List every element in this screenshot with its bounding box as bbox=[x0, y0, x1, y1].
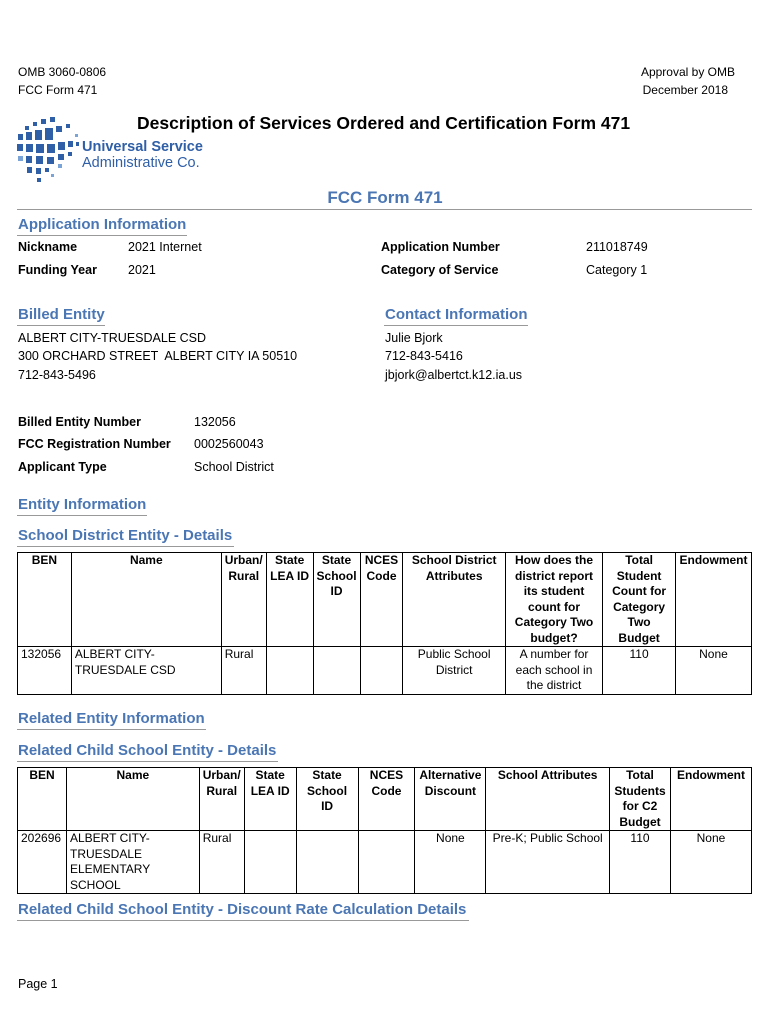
cell-name: ALBERT CITY-TRUESDALE ELEMENTARY SCHOOL bbox=[66, 831, 199, 894]
col-header: BEN bbox=[18, 553, 72, 647]
col-header: Urban/ Rural bbox=[199, 768, 244, 831]
cell-urban-rural: Rural bbox=[199, 831, 244, 894]
funding-year-label: Funding Year bbox=[18, 263, 97, 277]
col-header: School Attributes bbox=[486, 768, 610, 831]
divider bbox=[17, 235, 187, 236]
col-header: Total Student Count for Category Two Budget bbox=[603, 553, 676, 647]
ben-value: 132056 bbox=[194, 415, 236, 429]
contact-name: Julie Bjork bbox=[385, 331, 443, 345]
cell-nces bbox=[358, 831, 415, 894]
nickname-value: 2021 Internet bbox=[128, 240, 202, 254]
form-label: FCC Form 471 bbox=[18, 83, 98, 97]
billed-entity-phone: 712-843-5496 bbox=[18, 368, 96, 382]
contact-phone: 712-843-5416 bbox=[385, 349, 463, 363]
related-child-heading: Related Child School Entity - Details bbox=[18, 742, 277, 759]
usac-logo-icon bbox=[15, 116, 87, 186]
school-district-table bbox=[17, 552, 752, 695]
page-number: Page 1 bbox=[18, 977, 58, 991]
cell-state-lea bbox=[244, 831, 296, 894]
cell-attributes: Pre-K; Public School bbox=[486, 831, 610, 894]
billed-entity-name: ALBERT CITY-TRUESDALE CSD bbox=[18, 331, 207, 345]
omb-approval: Approval by OMB bbox=[640, 65, 735, 79]
cell-alt-discount: None bbox=[415, 831, 486, 894]
col-header: State School ID bbox=[313, 553, 360, 647]
funding-year-value: 2021 bbox=[128, 263, 156, 277]
col-header: Total Students for C2 Budget bbox=[610, 768, 671, 831]
cell-total: 110 bbox=[603, 647, 676, 695]
col-header: Urban/ Rural bbox=[221, 553, 266, 647]
divider bbox=[17, 920, 469, 921]
divider bbox=[17, 515, 147, 516]
cell-attributes: Public School District bbox=[403, 647, 505, 695]
table-row bbox=[18, 647, 752, 695]
col-header: Name bbox=[71, 553, 221, 647]
cell-state-school bbox=[313, 647, 360, 695]
col-header: State LEA ID bbox=[244, 768, 296, 831]
contact-email[interactable]: jbjork@albertct.k12.ia.us bbox=[385, 368, 523, 382]
cell-report-method: A number for each school in the district bbox=[505, 647, 602, 695]
divider bbox=[17, 325, 105, 326]
billed-entity-heading: Billed Entity bbox=[18, 306, 105, 323]
cell-state-lea bbox=[266, 647, 313, 695]
logo-line2: Administrative Co. bbox=[82, 155, 200, 171]
col-header: Endowment bbox=[675, 553, 751, 647]
omb-approval-date: December 2018 bbox=[642, 83, 728, 97]
ben-label: Billed Entity Number bbox=[18, 415, 141, 429]
divider bbox=[17, 209, 752, 210]
col-header: How does the district report its student count for Category Two budget? bbox=[505, 553, 602, 647]
divider bbox=[384, 325, 528, 326]
cell-name: ALBERT CITY-TRUESDALE CSD bbox=[71, 647, 221, 695]
cell-nces bbox=[360, 647, 403, 695]
col-header: Alternative Discount bbox=[415, 768, 486, 831]
application-number-label: Application Number bbox=[381, 240, 500, 254]
cell-endowment: None bbox=[675, 647, 751, 695]
col-header: NCES Code bbox=[360, 553, 403, 647]
category-label: Category of Service bbox=[381, 263, 499, 277]
cell-ben: 132056 bbox=[18, 647, 72, 695]
school-district-heading: School District Entity - Details bbox=[18, 527, 233, 544]
nickname-label: Nickname bbox=[18, 240, 78, 254]
fcc-reg-label: FCC Registration Number bbox=[18, 437, 171, 451]
application-number-value: 211018749 bbox=[586, 240, 648, 254]
contact-heading: Contact Information bbox=[385, 306, 528, 323]
discount-rate-heading: Related Child School Entity - Discount Rate Calculation Details bbox=[18, 901, 467, 918]
omb-number: OMB 3060-0806 bbox=[18, 65, 107, 79]
cell-state-school bbox=[296, 831, 358, 894]
cell-total: 110 bbox=[610, 831, 671, 894]
category-value: Category 1 bbox=[586, 263, 648, 277]
entity-info-heading: Entity Information bbox=[18, 496, 147, 513]
child-school-table bbox=[17, 767, 752, 894]
col-header: Endowment bbox=[670, 768, 751, 831]
col-header: Name bbox=[66, 768, 199, 831]
col-header: School District Attributes bbox=[403, 553, 505, 647]
table-header-row bbox=[18, 553, 752, 647]
related-entity-heading: Related Entity Information bbox=[18, 710, 205, 727]
application-info-heading: Application Information bbox=[18, 216, 187, 233]
divider bbox=[17, 546, 234, 547]
col-header: State School ID bbox=[296, 768, 358, 831]
col-header: BEN bbox=[18, 768, 67, 831]
table-header-row bbox=[18, 768, 752, 831]
cell-urban-rural: Rural bbox=[221, 647, 266, 695]
cell-endowment: None bbox=[670, 831, 751, 894]
page-title: Description of Services Ordered and Certification Form 471 bbox=[137, 113, 631, 133]
billed-entity-address: 300 ORCHARD STREET ALBERT CITY IA 50510 bbox=[18, 349, 298, 363]
applicant-type-value: School District bbox=[194, 460, 274, 474]
divider bbox=[17, 761, 278, 762]
divider bbox=[17, 729, 206, 730]
logo-line1: Universal Service bbox=[82, 139, 203, 155]
table-row bbox=[18, 831, 752, 894]
col-header: State LEA ID bbox=[266, 553, 313, 647]
fcc-reg-value: 0002560043 bbox=[194, 437, 264, 451]
form-title: FCC Form 471 bbox=[327, 188, 443, 207]
col-header: NCES Code bbox=[358, 768, 415, 831]
cell-ben: 202696 bbox=[18, 831, 67, 894]
applicant-type-label: Applicant Type bbox=[18, 460, 107, 474]
